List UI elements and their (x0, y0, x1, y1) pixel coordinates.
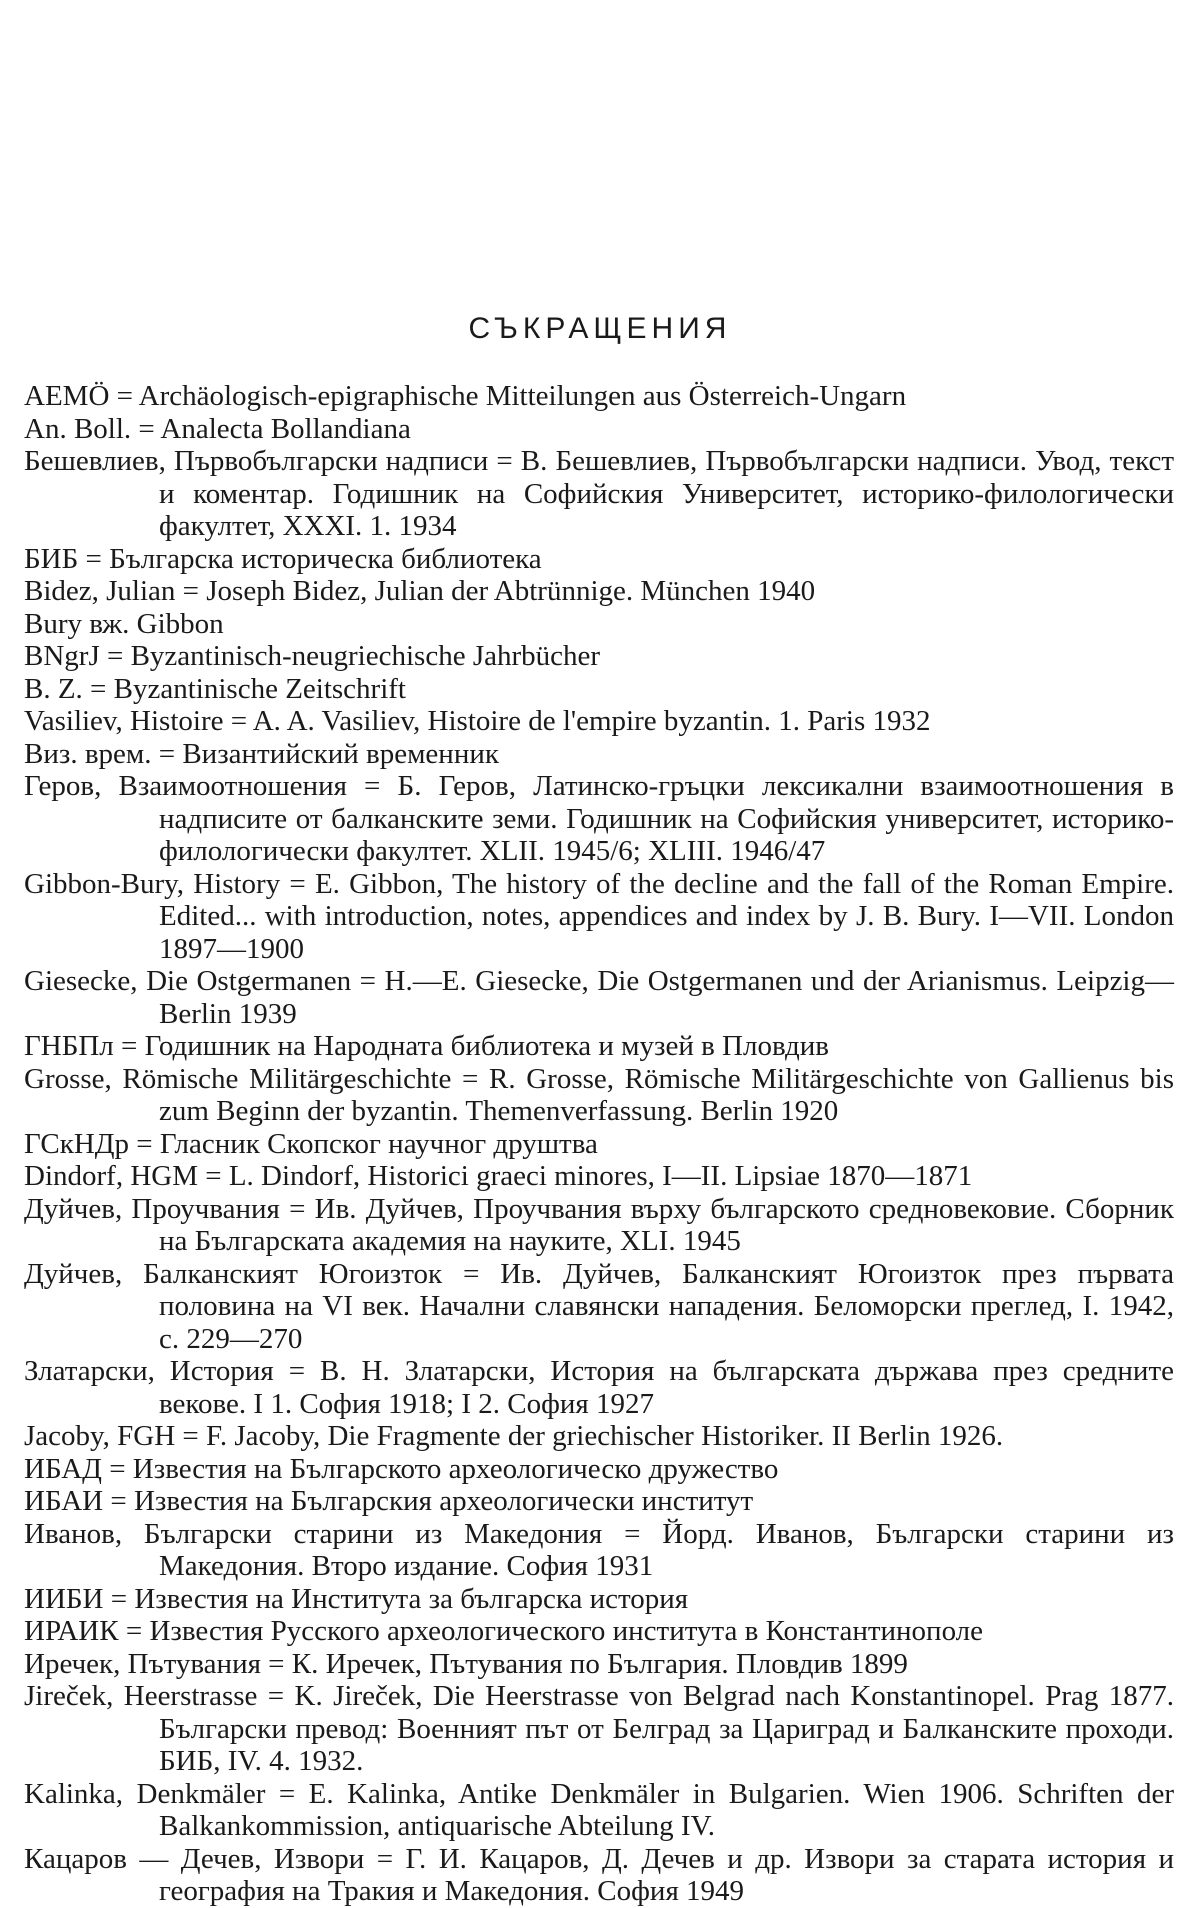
abbreviation-entry: Giesecke, Die Ostgermanen = H.—E. Giesecke, Die Ostgermanen und der Arianismus. Leipzig—Berlin 1939 (24, 965, 1174, 1030)
abbreviation-entry: Златарски, История = В. Н. Златарски, История на българската държава през средните векове. I 1. София 1918; I 2. София 1927 (24, 1355, 1174, 1420)
abbreviation-entry: Jacoby, FGH = F. Jacoby, Die Fragmente der griechischer Historiker. II Berlin 1926. (24, 1420, 1004, 1452)
abbreviation-entry: Bury вж. Gibbon (24, 607, 224, 640)
abbreviation-entry: ИРАИК = Известия Русского археологического института в Константинополе (24, 1615, 984, 1647)
abbreviation-entry: ГНБПл = Годишник на Народната библиотека и музей в Пловдив (24, 1030, 829, 1062)
abbreviation-entry: ИБАД = Известия на Българското археологическо дружество (24, 1452, 779, 1485)
abbreviation-entry: Gibbon-Bury, History = E. Gibbon, The history of the decline and the fall of the Roman Empire. Edited... with introduction, notes, appendices and index by J. B. Bury. I—VII. London 1897—1900 (24, 867, 1174, 965)
abbreviation-entry: Vasiliev, Histoire = A. A. Vasiliev, Histoire de l'empire byzantin. 1. Paris 1932 (24, 705, 931, 737)
abbreviation-entry: Дуйчев, Проучвания = Ив. Дуйчев, Проучвания върху българското средновековие. Сборник на Българската академия на науките, XLI. 1945 (24, 1192, 1174, 1257)
abbreviation-entry: BNgrJ = Byzantinisch-neugriechische Jahrbücher (24, 640, 601, 672)
abbreviation-entry: Кацаров — Дечев, Извори = Г. И. Кацаров, Д. Дечев и др. Извори за старата история и география на Тракия и Македония. София 1949 (24, 1842, 1174, 1907)
abbreviation-entry: ИБАИ = Известия на Българския археологически институт (24, 1485, 754, 1517)
page-title: СЪКРАЩЕНИЯ (468, 312, 732, 345)
abbreviation-entry: Jireček, Heerstrasse = K. Jireček, Die Heerstrasse von Belgrad nach Konstantinopel. Prag 1877. Български превод: Военният път от Белград за Цариград и Балканските проходи. БИБ, IV. 4. 1932. (24, 1680, 1174, 1777)
abbreviation-entry: AEMÖ = Archäologisch-epigraphische Mitteilungen aus Österreich-Ungarn (24, 380, 907, 412)
abbreviation-entry: Иванов, Български старини из Македония = Йорд. Иванов, Български старини из Македония. Второ издание. София 1931 (24, 1517, 1174, 1582)
abbreviation-entry: Grosse, Römische Militärgeschichte = R. Grosse, Römische Militärgeschichte von Gallienus bis zum Beginn der byzantin. Themenverfassung. Berlin 1920 (24, 1062, 1174, 1127)
abbreviation-entry: Геров, Взаимоотношения = Б. Геров, Латинско-гръцки лексикални взаимоотношения в надписите от балканските земи. Годишник на Софийския университет, историко-филологически факултет. XLII. 1945/6; XLIII. 1946/47 (24, 770, 1174, 867)
abbreviation-entry: ИИБИ = Известия на Института за българска история (24, 1582, 689, 1615)
abbreviation-entry: Виз. врем. = Византийский временник (24, 737, 499, 770)
abbreviation-entry: ГСкНДр = Гласник Скопског научног друштва (24, 1127, 598, 1160)
abbreviation-list (24, 380, 1174, 1908)
abbreviation-entry: Kalinka, Denkmäler = E. Kalinka, Antike Denkmäler in Bulgarien. Wien 1906. Schriften der Balkankommission, antiquarische Abteilung IV. (24, 1777, 1174, 1842)
abbreviation-entry: Дуйчев, Балканският Югоизток = Ив. Дуйчев, Балканският Югоизток през първата половина на VI век. Начални славянски нападения. Беломорски преглед, I. 1942, с. 229—270 (24, 1257, 1174, 1355)
abbreviation-entry: Bidez, Julian = Joseph Bidez, Julian der Abtrünnige. München 1940 (24, 575, 816, 607)
abbreviation-entry: An. Boll. = Analecta Bollandiana (24, 412, 411, 445)
abbreviation-entry: B. Z. = Byzantinische Zeitschrift (24, 672, 406, 705)
abbreviation-entry: Dindorf, HGM = L. Dindorf, Historici graeci minores, I—II. Lipsiae 1870—1871 (24, 1160, 973, 1192)
abbreviation-entry: Иречек, Пътувания = К. Иречек, Пътувания по България. Пловдив 1899 (24, 1647, 908, 1680)
abbreviation-entry: Бешевлиев, Първобългарски надписи = В. Бешевлиев, Първобългарски надписи. Увод, текст и коментар. Годишник на Софийския Университет, историко-филологически факултет, XXXI. 1. 1934 (24, 445, 1174, 542)
abbreviation-entry: БИБ = Българска историческа библиотека (24, 542, 542, 575)
